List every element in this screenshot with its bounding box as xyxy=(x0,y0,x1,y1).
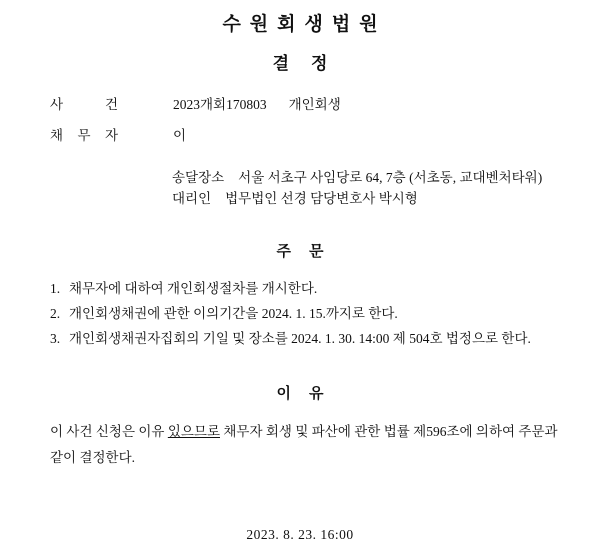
case-row xyxy=(0,96,600,115)
debtor-label-char-3: 자 xyxy=(104,128,118,144)
main-text-heading: 주문 xyxy=(276,243,342,260)
case-number: 2023개회170803 xyxy=(173,97,267,113)
footer-date: 2023. 8. 23. 16:00 xyxy=(246,527,354,542)
ruling-text: 개인회생채권자집회의 기일 및 장소를 2024. 1. 30. 14:00 제 504호 법정으로 한다. xyxy=(69,330,531,346)
service-address-label: 송달장소 xyxy=(172,169,225,185)
case-type: 개인회생 xyxy=(288,97,341,113)
case-label xyxy=(0,96,118,115)
case-label-char-1: 사 xyxy=(50,97,64,113)
reason-text-after: 채무자 회생 및 파산에 관한 법률 제596조에 의하여 주문과 같이 결정한다. xyxy=(50,423,558,466)
ruling-text: 채무자에 대하여 개인회생절차를 개시한다. xyxy=(69,280,318,296)
document-type-heading: 결정 xyxy=(272,53,350,73)
debtor-label-char-2: 무 xyxy=(77,128,91,144)
debtor-name: 이 xyxy=(173,128,187,144)
ruling-number: 1. xyxy=(50,280,61,296)
service-address-block xyxy=(0,168,600,210)
document-page xyxy=(0,14,600,557)
ruling-list xyxy=(0,277,600,352)
debtor-label-char-1: 채 xyxy=(50,128,64,144)
debtor-value xyxy=(118,127,600,146)
case-value xyxy=(118,96,600,115)
reason-text-before: 이 사건 신청은 이유 xyxy=(50,423,168,439)
service-address-value: 서울 서초구 사임당로 64, 7층 (서초동, 교대벤처타워) xyxy=(238,169,543,185)
service-agent-label: 대리인 xyxy=(172,190,212,206)
case-label-char-2: 건 xyxy=(104,97,118,113)
reason-paragraph xyxy=(0,419,600,472)
debtor-label xyxy=(0,127,118,146)
ruling-number: 3. xyxy=(50,330,61,346)
reason-text-underlined: 있으므로 xyxy=(167,423,220,439)
ruling-item xyxy=(50,277,600,302)
service-address-line xyxy=(172,168,600,189)
debtor-row xyxy=(0,127,600,146)
ruling-text: 개인회생채권에 관한 이의기간을 2024. 1. 15.까지로 한다. xyxy=(69,305,398,321)
ruling-item xyxy=(50,302,600,327)
reason-heading: 이유 xyxy=(276,385,342,402)
case-info-block xyxy=(0,96,600,146)
service-agent-value: 법무법인 선경 담당변호사 박시형 xyxy=(225,190,418,206)
ruling-number: 2. xyxy=(50,305,61,321)
service-agent-line xyxy=(172,189,600,210)
ruling-item xyxy=(50,327,600,352)
court-title: 수원회생법원 xyxy=(222,14,387,35)
